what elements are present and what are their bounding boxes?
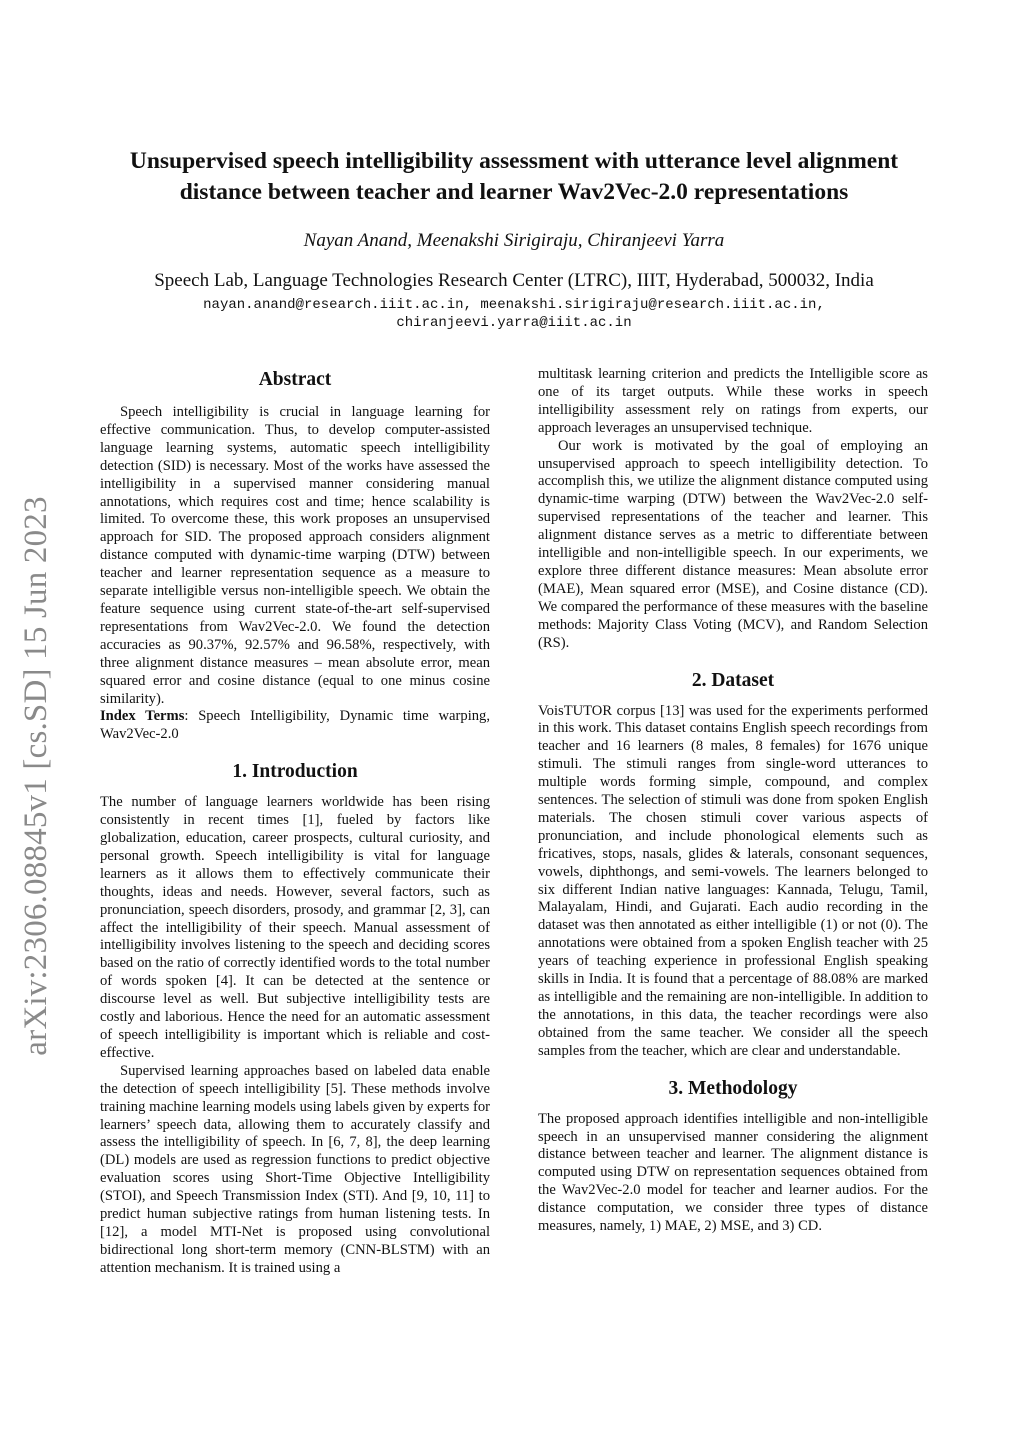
author-emails (80, 296, 948, 332)
paper-title-line-2: distance between teacher and learner Wav2Vec-2.0 representations (179, 179, 849, 205)
abstract-text: Speech intelligibility is crucial in language learning for effective communication. Thus, to develop computer-assisted language learning systems, automatic speech intelligibility detection (SID) is necessary. Most of the works have assessed the intelligibility in a supervised manner considering manual annotations, which requires cost and time; hence scalability is limited. To overcome these, this work proposes an unsupervised approach for SID. The proposed approach considers alignment distance computed with dynamic-time warping (DTW) between teacher and learner representation sequence as a measure to separate intelligible versus non-intelligible speech. We obtain the feature sequence using current state-of-the-art self-supervised representations from Wav2Vec-2.0. We found the detection accuracies as 90.37%, 92.57% and 96.58%, respectively, with three alignment distance measures – mean absolute error, mean squared error and cosine distance (equal to one minus cosine similarity). (100, 404, 490, 707)
authors: Nayan Anand, Meenakshi Sirigiraju, Chiranjeevi Yarra (303, 230, 725, 251)
intro-paragraph-2: Supervised learning approaches based on labeled data enable the detection of speech intelligibility [5]. These methods involve training machine learning models using labels given by experts for learners’ speech data, allowing them to accurately classify and assess the intelligibility of speech. In [6, 7, 8], the deep learning (DL) models are used as regression functions to predict objective evaluation scores using Short-Time Objective Intelligibility (STOI), and Speech Transmission Index (STI). And [9, 10, 11] to predict human subjective ratings from human listening tests. In [12], a model MTI-Net is proposed using convolutional bidirectional long short-term memory (CNN-BLSTM) with an attention mechanism. It is trained using a (100, 1062, 490, 1276)
arxiv-identifier: arXiv:2306.08845v1 [cs.SD] 15 Jun 2023 (18, 496, 54, 1056)
paper-title (80, 146, 948, 208)
dataset-heading: 2. Dataset (691, 669, 775, 691)
emails-line-2: chiranjeevi.yarra@iiit.ac.in (396, 315, 632, 331)
methodology-heading: 3. Methodology (668, 1077, 798, 1099)
emails-line-1: nayan.anand@research.iiit.ac.in, meenakshi.sirigiraju@research.iiit.ac.in, (203, 297, 825, 313)
index-terms (100, 708, 490, 744)
left-column (100, 366, 490, 1278)
index-terms-text: : Speech Intelligibility, Dynamic time warping, Wav2Vec-2.0 (100, 708, 490, 743)
abstract-heading: Abstract (258, 369, 332, 390)
intro-paragraph-1: The number of language learners worldwide has been rising consistently in recent times [1], fueled by factors like globalization, education, career prospects, cultural curiosity, and personal growth. Speech intelligibility is vital for language learners as it allows them to effectively communicate their thoughts, ideas and needs. However, several factors, such as pronunciation, speech disorders, prosody, and grammar [2, 3], can affect the intelligibility of their speech. Manual assessment of intelligibility involves listening to the speech and deciding scores based on the ratio of correctly identified words to the total number of words spoken [4]. It can be detected at the sentence or discourse level as well. But subjective intelligibility tests are costly and laborious. Hence the need for an automatic assessment of speech intelligibility is important which is reliable and cost-effective. (100, 794, 490, 1061)
index-terms-label: Index Terms (100, 708, 185, 725)
methodology-paragraph: The proposed approach identifies intelligible and non-intelligible speech in an unsupervised manner considering the alignment distance between teacher and learner. The alignment distance is computed using DTW on representation sequences obtained from the Wav2Vec-2.0 model for teacher and learner audios. For the distance computation, we consider three types of distance measures, namely, 1) MAE, 2) MSE, and 3) CD. (538, 1110, 928, 1235)
intro-paragraph-2-continued: multitask learning criterion and predicts the Intelligible score as one of its target outputs. While these works in speech intelligibility assessment rely on ratings from experts, our approach leverages an unsupervised technique. (538, 366, 928, 436)
paper-title-line-1: Unsupervised speech intelligibility assessment with utterance level alignment (129, 148, 899, 174)
intro-paragraph-3: Our work is motivated by the goal of employing an unsupervised approach to speech intelligibility detection. To accomplish this, we utilize the alignment distance computed using dynamic-time warping (DTW) between the Wav2Vec-2.0 self-supervised representations of the teacher and learner. This alignment distance serves as a metric to differentiate between intelligible and non-intelligible speech. In our experiments, we explore three different distance measures: Mean absolute error (MAE), Mean squared error (MSE), and Cosine distance (CD). We compared the performance of these measures with the baseline methods: Majority Class Voting (MCV), and Random Selection (RS). (538, 437, 928, 651)
dataset-paragraph: VoisTUTOR corpus [13] was used for the experiments performed in this work. This dataset contains English speech recordings from teacher and 16 learners (8 males, 8 females) for 1676 unique stimuli. The stimuli ranges from single-word utterances to multiple words forming simple, compound, and complex sentences. The selection of stimuli was done from spoken English materials. The chosen stimuli cover various aspects of pronunciation, and include phonological elements such as fricatives, stops, nasals, glides & laterals, consonant sequences, vowels, diphthongs, and semi-vowels. The learners belonged to six different Indian native languages: Kannada, Telugu, Tamil, Malayalam, Hindi, and Gujarati. Each audio recording in the dataset was then annotated as either intelligible (1) or not (0). The annotations were obtained from a spoken English teacher with 25 years of teaching experience in professional English speaking skills in India. It is found that a percentage of 88.08% are marked as intelligible and the remaining are non-intelligible. In addition to the annotations, in this data, the teacher recordings were also obtained from the same teacher. We consider all the speech samples from the teacher, which are clear and understandable. (538, 702, 928, 1059)
introduction-heading: 1. Introduction (232, 761, 358, 783)
right-column (538, 366, 928, 1236)
affiliation: Speech Lab, Language Technologies Research Center (LTRC), IIIT, Hyderabad, 500032, India (154, 270, 874, 291)
